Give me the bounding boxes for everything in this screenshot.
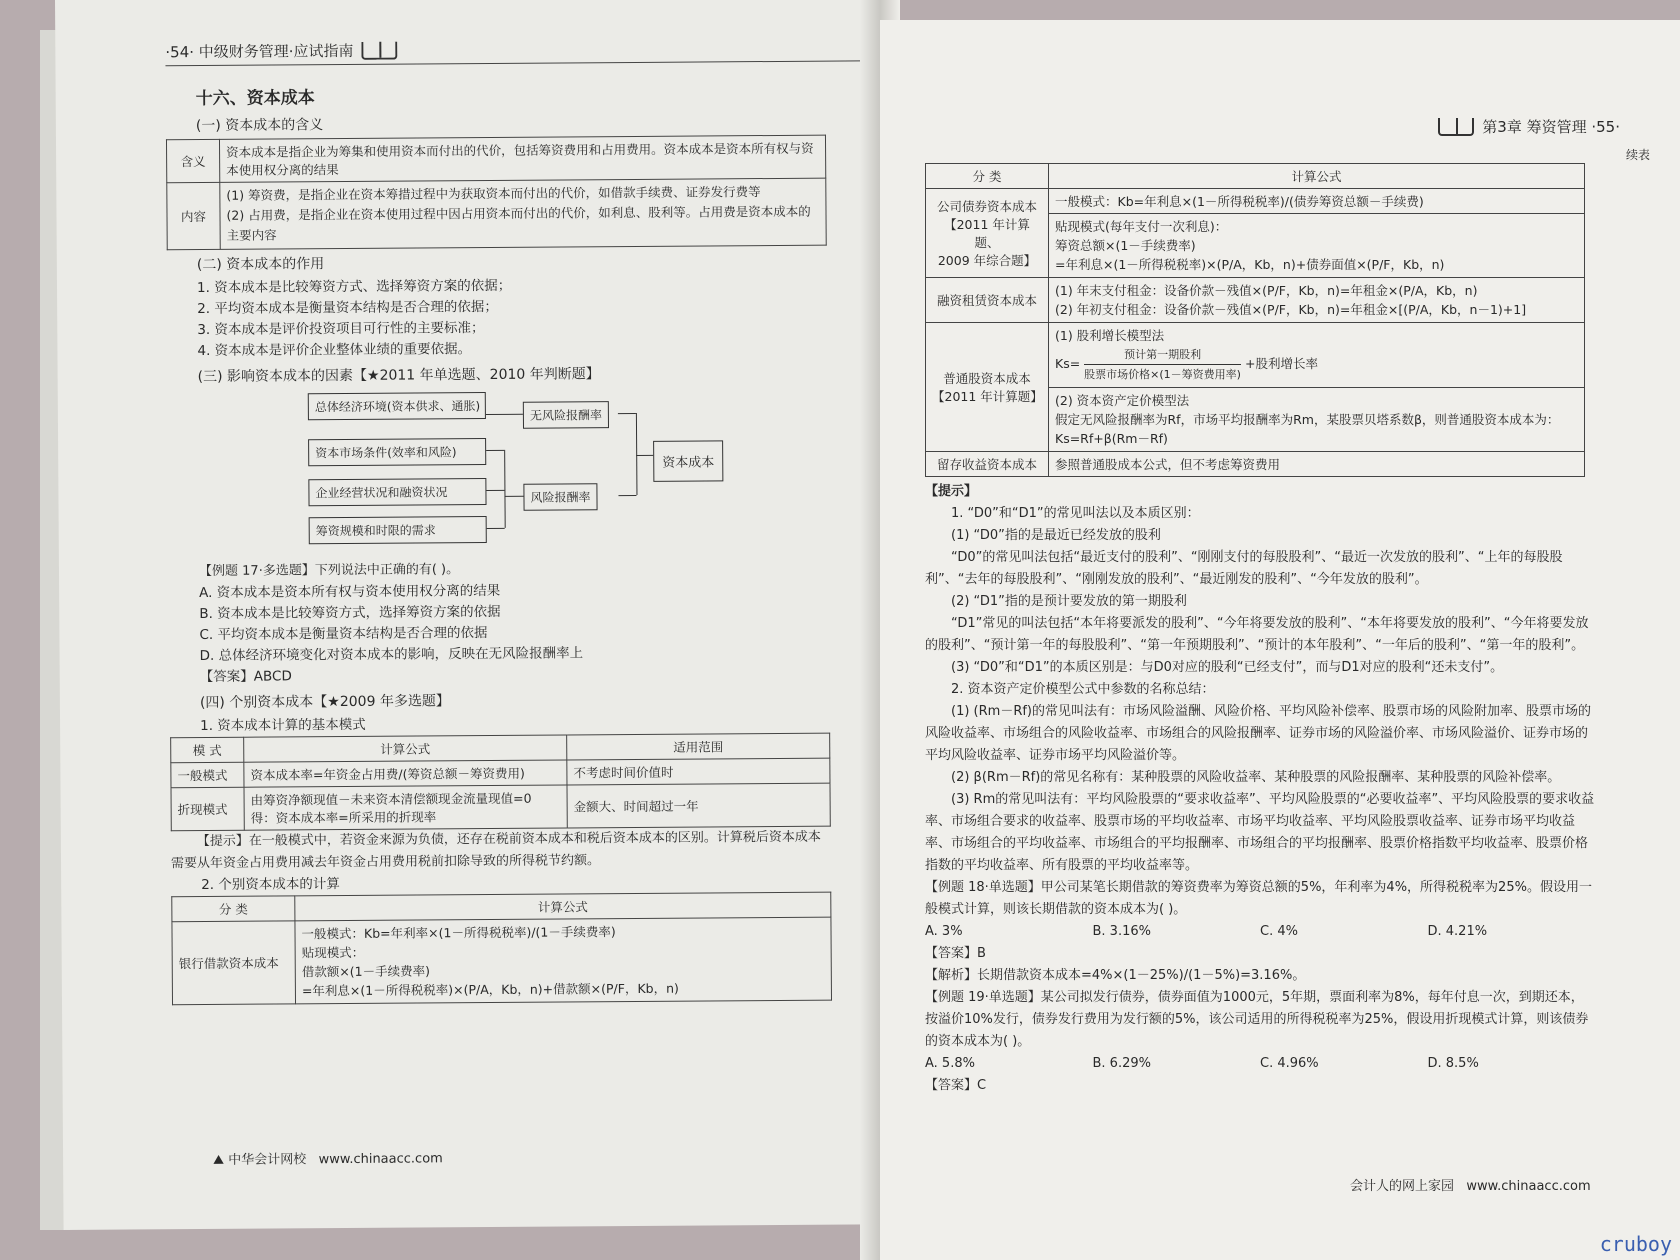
formula-line: =年利息×(1－所得税税率)×(P/A，Kb，n)+借款额×(P/F，Kb，n) [301,980,679,999]
option: D. 4.21% [1427,924,1488,939]
formula-line: 贴现模式： [301,944,365,961]
table-row [926,164,1585,189]
arrow-line [636,455,653,456]
table-header: 适用范围 [567,733,830,760]
fraction [1084,345,1241,384]
option: A. 资本成本是资本所有权与资本使用权分离的结果 [199,582,501,602]
arrow-line [504,450,506,528]
footer-logo-text: 中华会计网校 [228,1152,307,1168]
table-cell: 一般模式 [171,762,244,788]
left-page [55,0,889,1230]
logo-icon: ⛰ [213,1152,225,1168]
table-cell: 普通股资本成本 【2011 年计算题】 [926,323,1049,452]
table-row [167,178,826,250]
section-title: 十六、资本成本 [195,88,315,110]
tip-line: (1) (Rm－Rf)的常见叫法有：市场风险溢酬、风险价格、平均风险补偿率、股票市场的风险附加率、股票市场的风险收益率、市场组合的风险收益率、市场组合的风险报酬率、证券市场的风险溢价率、市场风险溢价、证券市场的平均风险收益率、证券市场平均风险溢价等。 [925,704,1591,763]
table-row [926,278,1585,323]
example-17: 【例题 17·多选题】下列说法中正确的有( )。 [198,562,460,580]
answer: 【答案】ABCD [199,668,292,686]
watermark: cruboy [1599,1232,1672,1256]
cost-table [925,163,1585,477]
table-row [926,323,1585,388]
option: B. 6.29% [1092,1056,1151,1071]
bank-loan-table [171,892,832,1006]
factor-box: 资本市场条件(效率和风险) [308,438,486,466]
table-cell: 金额大、时间超过一年 [567,783,830,828]
option: A. 3% [925,924,963,939]
tip-line: (3) “D0”和“D1”的本质区别是：与D0对应的股利“已经支付”，而与D1对应的股利“还未支付”。 [951,660,1504,675]
right-header-text: 第3章 筹资管理 ·55· [1482,118,1620,136]
table-row [926,189,1585,214]
tip-line: (3) Rm的常见叫法有：平均风险股票的“要求收益率”、平均风险股票的“必要收益率”、平均风险股票的要求收益率、市场组合要求的收益率、股票市场的平均收益率、市场平均收益率、平均风险股票收益率、证券市场平均收益率、市场组合的平均收益率、市场组合的平均报酬率、市场组合的平均报酬率、股票价格指数平均收益率、股票价格指数的平均收益率、所有股票的平均收益率等。 [925,792,1595,873]
formula-text: Ks= [1055,356,1081,371]
risk-box: 风险报酬率 [523,483,597,511]
left-header [165,36,860,66]
right-page [880,20,1680,1260]
option: C. 4% [1260,924,1298,939]
table-cell: 折现模式 [171,787,244,831]
tip-line: (2) β(Rm－Rf)的常见名称有：某种股票的风险收益率、某种股票的风险报酬率、某种股票的风险补偿率。 [951,770,1561,785]
arrow-line [618,413,636,414]
book-icon [361,41,397,59]
use-item: 3. 资本成本是评价投资项目可行性的主要标准； [197,320,485,339]
option: A. 5.8% [925,1056,975,1071]
tip-line: “D1”常见的叫法包括“本年将要派发的股利”、“今年将要发放的股利”、“本年将要发放的股利”、“今年将要发放的股利”、“预计第一年的每股股利”、“第一年预期股利”、“预计的本年股利”、“一年后的股利”、“第一年的股利”。 [925,616,1589,653]
table-row [171,783,830,831]
subsection-4: (四) 个别资本成本【★2009 年多选题】 [199,693,450,712]
table-cell: 由筹资净额现值－未来资本清偿额现金流量现值=0 得：资本成本率=所采用的折现率 [244,785,567,830]
tip-title: 【提示】 [925,484,978,499]
tip: 【提示】在一般模式中，若资金来源为负债，还存在税前资本成本和税后资本成本的区别。计算税后资本成本需要从年资金占用费用减去年资金占用费用税前扣除导致的所得税节约额。 [170,829,821,872]
factor-box: 总体经济环境(资本供求、通胀) [308,392,486,420]
formula-line: (1) 股利增长模型法 [1055,328,1165,343]
table-cell: (1) 筹资费，是指企业在资本筹措过程中为获取资本而付出的代价，如借款手续费、证券发行费等 (2) 占用费，是指企业在资本使用过程中因占用资本而付出的代价，如利息、股利等。占用费是资本成本的主要内容 [220,178,826,249]
right-header [1438,116,1620,140]
table-cell: 不考虑时间价值时 [567,758,830,785]
table-row [172,917,832,1005]
option: B. 资本成本是比较筹资方式，选择筹资方案的依据 [199,603,501,623]
table-header: 分 类 [172,896,295,922]
example-19-options [925,1053,1595,1075]
denominator: 股票市场价格×(1－筹资费用率) [1084,368,1241,381]
factor-box: 筹资规模和时限的需求 [309,516,487,544]
table-cell: 资本成本率=年资金占用费/(筹资总额－筹资费用) [244,760,567,787]
meaning-table [166,135,827,251]
example-18: 【例题 18·单选题】甲公司某笔长期借款的筹资费率为筹资总额的5%，年利率为4%，所得税税率为25%。假设用一般模式计算，则该长期借款的资本成本为( )。 [925,880,1592,917]
factor-box: 企业经营状况和融资状况 [308,478,486,506]
subsection-2: (二) 资本成本的作用 [196,256,325,274]
formula-line: 借款额×(1－手续费率) [301,963,431,980]
table-row [166,135,825,183]
risk-free-box: 无风险报酬率 [523,401,609,429]
arrow-line [486,414,523,415]
table-cell: (1) 年末支付租金：设备价款－残值×(P/F，Kb，n)=年租金×(P/A，Kb，n) (2) 年初支付租金：设备价款－残值×(P/F，Kb，n)=年租金×[(P/A，Kb，n－1)+1] [1049,278,1585,323]
table-row [926,452,1585,477]
table-header: 模 式 [171,737,244,763]
arrow-line [504,496,523,497]
table-cell [1049,323,1585,388]
book-icon [1438,118,1474,136]
left-header-text: ·54· 中级财务管理·应试指南 [165,41,354,62]
table-cell: 公司债券资本成本 【2011 年计算题、 2009 年综合题】 [926,189,1049,278]
arrow-line [636,413,638,495]
model-table [170,733,831,832]
formula-text: +股利增长率 [1244,356,1318,371]
factor-diagram [308,388,759,556]
tip-line: “D0”的常见叫法包括“最近支付的股利”、“刚刚支付的每股股利”、“最近一次发放的股利”、“上年的每股股利”、“去年的每股股利”、“刚刚发放的股利”、“最近刚发的股利”、“今年发放的股利”。 [925,550,1563,587]
table-cell: 一般模式：Kb=年利息×(1－所得税税率)/(债券筹资总额－手续费) [1049,189,1585,214]
table-header: 计算公式 [295,892,831,921]
footer-url: www.chinaacc.com [1466,1179,1591,1194]
cost-box: 资本成本 [653,440,723,481]
numerator: 预计第一期股利 [1084,345,1241,365]
subsection-3: (三) 影响资本成本的因素【★2011 年单选题、2010 年判断题】 [197,366,600,386]
subsection-1: (一) 资本成本的含义 [195,117,324,135]
table-header: 分 类 [926,164,1049,189]
example-19: 【例题 19·单选题】某公司拟发行债券，债券面值为1000元，5年期，票面利率为8%，每年付息一次，到期还本，按溢价10%发行，债券发行费用为发行额的5%，该公司适用的所得税税率为25%，假设用折现模式计算，则该债券的资本成本为( )。 [925,990,1589,1049]
table-cell [295,917,832,1004]
option: C. 平均资本成本是衡量资本结构是否合理的依据 [199,624,488,644]
tips-block [925,481,1595,1097]
option: C. 4.96% [1260,1056,1319,1071]
table-cell: 留存收益资本成本 [926,452,1049,477]
table-cell: 贴现模式(每年支付一次利息)： 筹资总额×(1－手续费率) =年利息×(1－所得税税率)×(P/A，Kb，n)+债券面值×(P/F，Kb，n) [1049,214,1585,278]
continued-label: 续表 [1625,148,1650,162]
table-cell: 参照普通股成本公式，但不考虑筹资费用 [1049,452,1585,477]
option: D. 总体经济环境变化对资本成本的影响，反映在无风险报酬率上 [199,645,584,665]
answer: 【答案】B [925,946,986,961]
table-header: 计算公式 [1049,164,1585,189]
option: D. 8.5% [1427,1056,1479,1071]
subsection-4-1: 1. 资本成本计算的基本模式 [200,716,366,735]
tip-line: (1) “D0”指的是最近已经发放的股利 [951,528,1161,543]
footer-url: www.chinaacc.com [318,1151,443,1168]
subsection-4-2: 2. 个别资本成本的计算 [201,876,340,894]
table-cell: 银行借款资本成本 [172,921,296,1005]
table-cell: 资本成本是指企业为筹集和使用资本而付出的代价，包括筹资费用和占用费用。资本成本是资本所有权与资本使用权分离的结果 [219,135,825,182]
table-cell: 含义 [166,139,219,182]
arrow-line [487,528,505,529]
tip-line: 2. 资本资产定价模型公式中参数的名称总结： [951,682,1215,697]
use-item: 1. 资本成本是比较筹资方式、选择筹资方案的依据； [196,277,512,297]
use-item: 2. 平均资本成本是衡量资本结构是否合理的依据； [197,298,498,318]
answer: 【答案】C [925,1078,987,1093]
explanation: 【解析】长期借款资本成本=4%×(1－25%)/(1－5%)=3.16%。 [925,968,1306,983]
table-cell: 融资租赁资本成本 [926,278,1049,323]
left-footer [213,1147,443,1168]
arrow-line [486,490,504,491]
option: B. 3.16% [1092,924,1151,939]
formula-line: 一般模式：Kb=年利率×(1－所得税税率)/(1－手续费率) [301,924,616,942]
arrow-line [618,495,636,496]
table-cell: (2) 资本资产定价模型法 假定无风险报酬率为Rf，市场平均报酬率为Rm，某股票贝塔系数β，则普通股资本成本为： Ks=Rf+β(Rm－Rf) [1049,388,1585,452]
right-footer [1350,1175,1591,1194]
use-item: 4. 资本成本是评价企业整体业绩的重要依据。 [197,341,472,360]
table-header: 计算公式 [244,735,567,762]
tip-line: (2) “D1”指的是预计要发放的第一期股利 [951,594,1187,609]
example-18-options [925,921,1595,943]
arrow-line [486,450,504,451]
table-cell: 内容 [167,182,220,249]
formula-fraction [1055,345,1578,384]
tip-line: 1. “D0”和“D1”的常见叫法以及本质区别： [951,506,1200,521]
footer-text: 会计人的网上家园 [1350,1179,1455,1194]
